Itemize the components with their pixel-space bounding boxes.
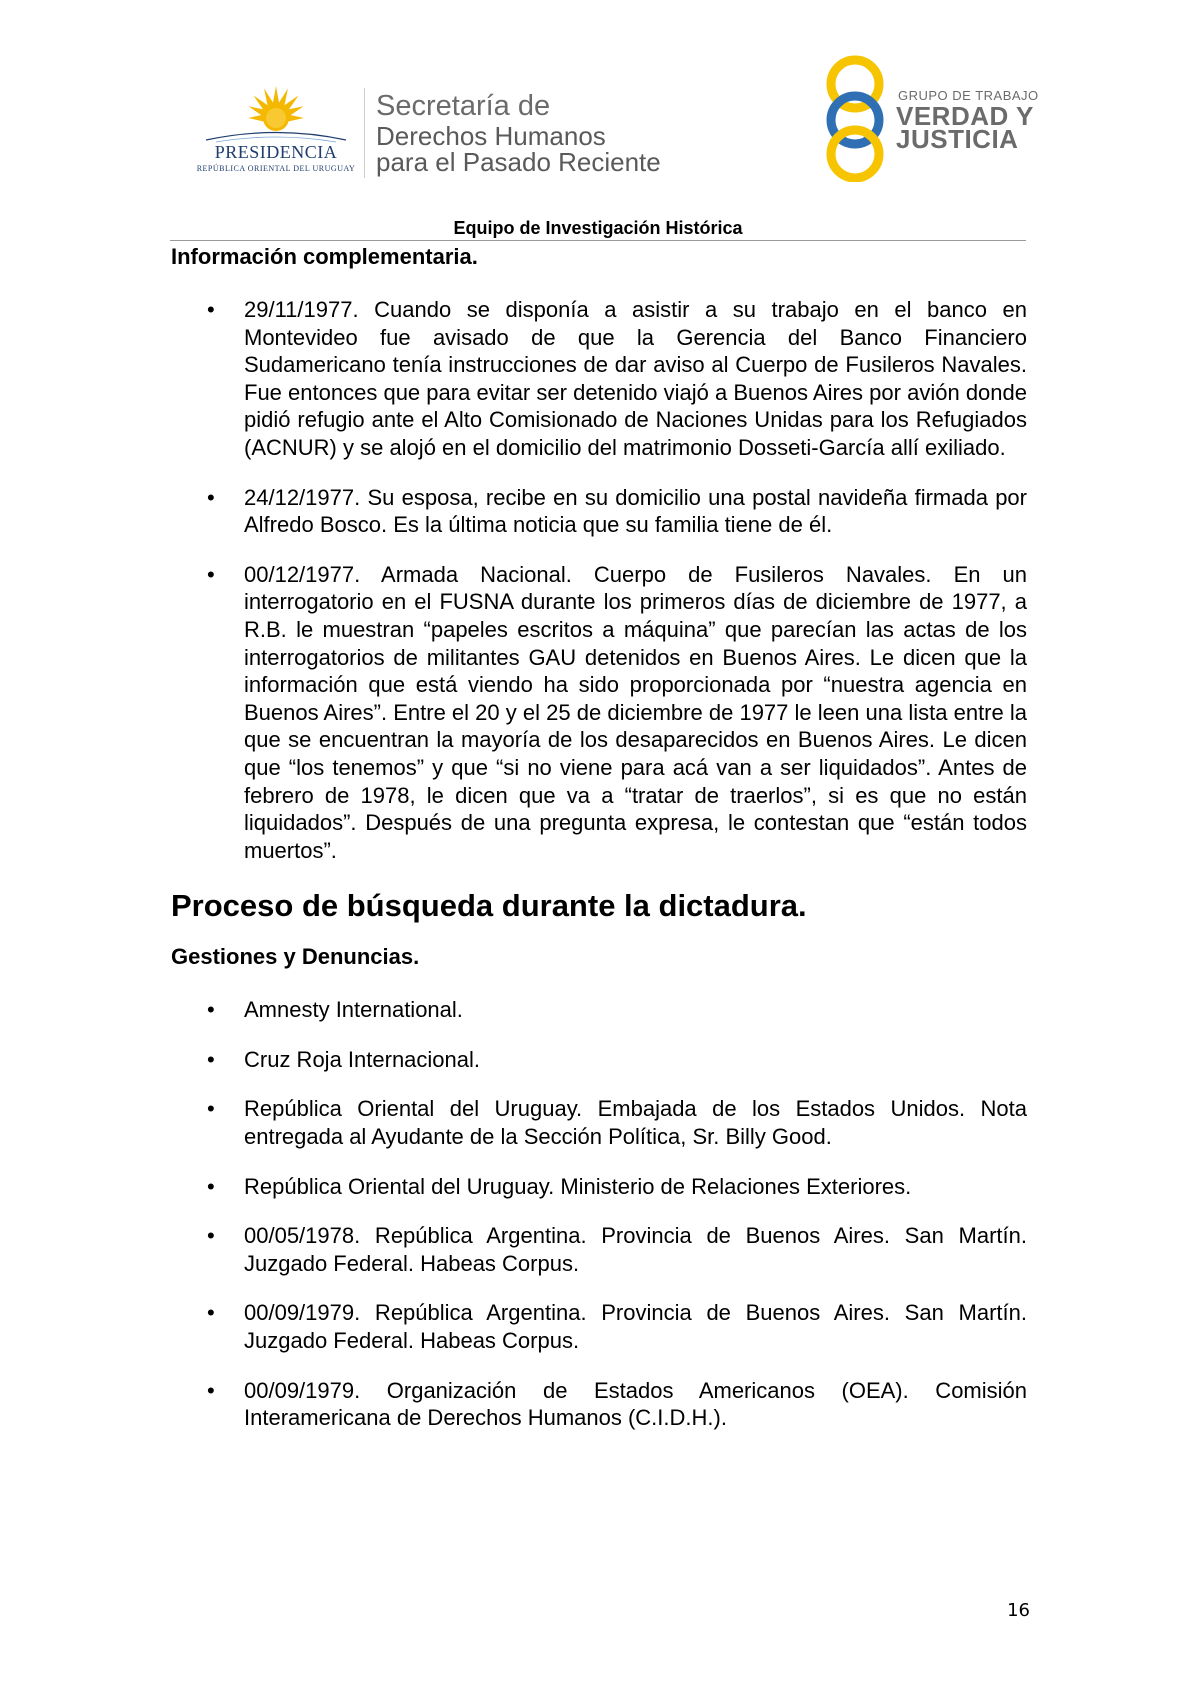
list-item	[171, 296, 1027, 462]
section2-subtitle: Gestiones y Denuncias.	[171, 944, 420, 970]
presidencia-subtitle: REPÚBLICA ORIENTAL DEL URUGUAY	[196, 164, 356, 173]
secretaria-line-3: para el Pasado Reciente	[376, 147, 661, 177]
list-item-text: 00/09/1979. Organización de Estados Americanos (OEA). Comisión Interamericana de Derechos Humanos (C.I.D.H.).	[244, 1377, 1027, 1431]
secretaria-line-2: Derechos Humanos	[376, 121, 606, 151]
bullet-icon: •	[207, 1223, 215, 1249]
team-title: Equipo de Investigación Histórica	[453, 218, 743, 238]
bullet-icon: •	[207, 1096, 215, 1122]
bullet-icon: •	[207, 561, 215, 587]
page-number: 16	[1007, 1600, 1030, 1621]
list-item	[171, 996, 1027, 1024]
section2-heading: Proceso de búsqueda durante la dictadura.	[171, 888, 807, 924]
section2-list	[171, 996, 1027, 1432]
section1-list	[171, 296, 1027, 864]
list-item-text: Amnesty International.	[244, 997, 463, 1023]
section1-title: Información complementaria.	[171, 244, 478, 269]
gtvj-line-1: GRUPO DE TRABAJO	[898, 88, 1039, 103]
presidencia-name: PRESIDENCIA	[214, 142, 338, 162]
gtvj-line-3: JUSTICIA	[896, 124, 1019, 154]
list-item-text: 24/12/1977. Su esposa, recibe en su domicilio una postal navideña firmada por Alfredo Bosco. Es la última noticia que su familia tiene de él.	[244, 484, 1027, 538]
bullet-icon: •	[207, 1300, 215, 1326]
list-item-text: República Oriental del Uruguay. Embajada de los Estados Unidos. Nota entregada al Ayudante de la Sección Política, Sr. Billy Good.	[244, 1096, 1027, 1150]
secretaria-line-1: Secretaría de	[376, 90, 551, 122]
list-item-text: República Oriental del Uruguay. Ministerio de Relaciones Exteriores.	[244, 1173, 912, 1199]
gtvj-line-2: VERDAD Y	[896, 101, 1034, 131]
list-item	[171, 1095, 1027, 1150]
page-content	[171, 240, 1027, 1432]
list-item	[171, 1377, 1027, 1432]
list-item	[171, 1299, 1027, 1354]
header-divider	[364, 88, 365, 178]
bullet-icon: •	[207, 1173, 215, 1199]
list-item-text: 00/09/1979. República Argentina. Provincia de Buenos Aires. San Martín. Juzgado Federal. Habeas Corpus.	[244, 1300, 1027, 1354]
list-item-text: 29/11/1977. Cuando se disponía a asistir a su trabajo en el banco en Montevideo fue avisado de que la Gerencia del Banco Financiero Sudamericano tenía instrucciones de dar aviso al Cuerpo de Fusileros Navales. Fue entonces que para evitar ser detenido viajó a Buenos Aires por avión donde pidió refugio ante el Alto Comisionado de Naciones Unidas para los Refugiados (ACNUR) y se alojó en el domicilio del matrimonio Dosseti-García allí exiliado.	[244, 297, 1027, 460]
list-item-text: 00/12/1977. Armada Nacional. Cuerpo de Fusileros Navales. En un interrogatorio en el FUSNA durante los primeros días de diciembre de 1977, a R.B. le muestran “papeles escritos a máquina” que parecían las actas de los interrogatorios de militantes GAU detenidos en Buenos Aires. Le dicen que la información que está viendo ha sido proporcionada por “nuestra agencia en Buenos Aires”. Entre el 20 y el 25 de diciembre de 1977 le leen una lista entre la que se encuentran la mayoría de los desaparecidos en Buenos Aires. Le dicen que “los tenemos” y que “si no viene para acá van a ser liquidados”. Antes de febrero de 1978, le dicen que va a “tratar de traerlos”, si es que no están liquidados”. Después de una pregunta expresa, le contestan que “están todos muertos”.	[244, 561, 1027, 863]
bullet-icon: •	[207, 1046, 215, 1072]
bullet-icon: •	[207, 484, 215, 510]
list-item-text: Cruz Roja Internacional.	[244, 1046, 481, 1072]
list-item	[171, 1222, 1027, 1277]
list-item	[171, 1046, 1027, 1074]
bullet-icon: •	[207, 297, 215, 322]
bullet-icon: •	[207, 997, 215, 1023]
verdad-justicia-rings-logo-icon	[820, 54, 890, 182]
page-header	[0, 0, 1190, 240]
list-item	[171, 561, 1027, 865]
list-item-text: 00/05/1978. República Argentina. Provincia de Buenos Aires. San Martín. Juzgado Federal. Habeas Corpus.	[244, 1223, 1027, 1276]
bullet-icon: •	[207, 1377, 215, 1403]
list-item	[171, 484, 1027, 539]
list-item	[171, 1173, 1027, 1201]
